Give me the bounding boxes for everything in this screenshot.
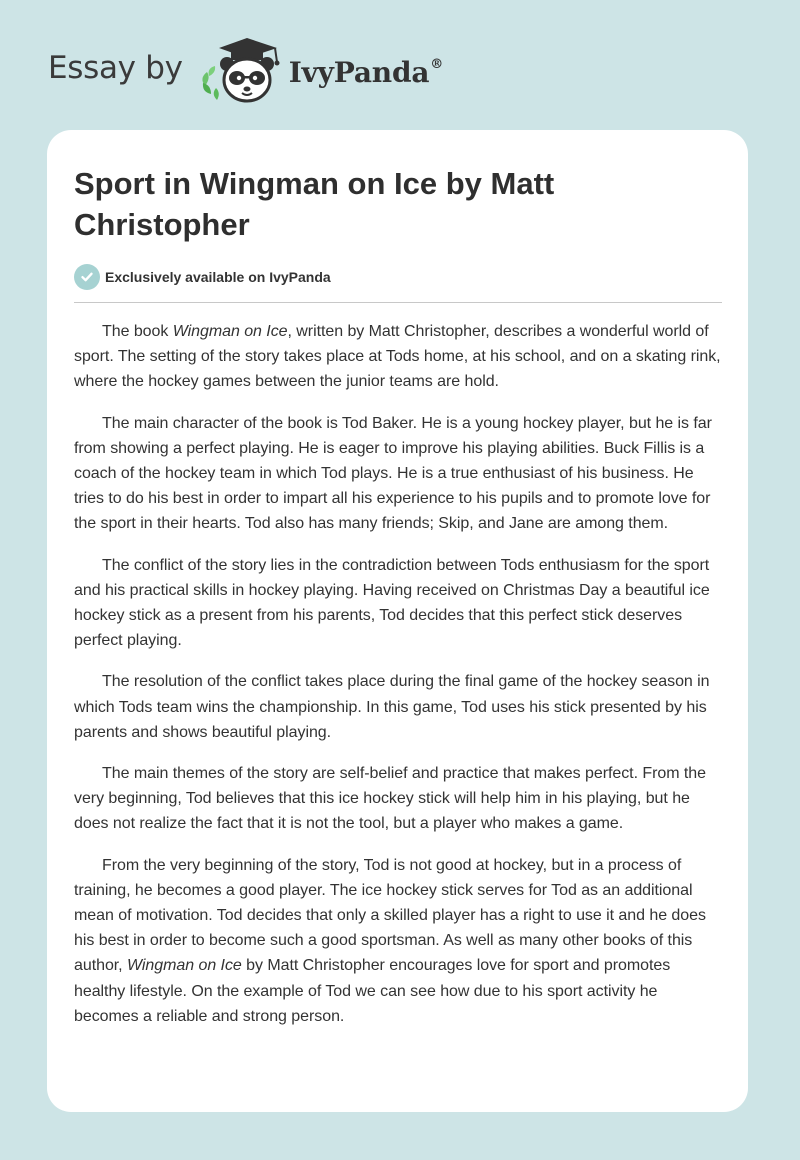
book-title-italic: Wingman on Ice [172,323,288,340]
paragraph-1 [74,319,724,395]
paragraph-1-text-b: , written by Matt Christopher, describes a wonderful world of sport. The setting of the story takes place at Tods home, at his school, and on a skating rink, where the hockey games between the junior teams are hold. [74,323,721,391]
paragraph-6-text-a: From the very beginning of the story, Tod is not good at hockey, but in a process of training, he becomes a good player. The ice hockey stick serves for Tod as an additional mean of motivation. Tod decides that only a skilled player has a right to use it and he does his best in order to become such a good sportsman. As well as many other books of this author, [74,856,706,975]
paragraph-2: The main character of the book is Tod Baker. He is a young hockey player, but he is far from showing a perfect playing. He is eager to improve his playing abilities. Buck Fillis is a coach of the hockey team in which Tod plays. He is a true enthusiast of his business. He tries to do his best in order to impart all his experience to his pupils and to promote love for the sport in their hearts. Tod also has many friends; Skip, and Jane are among them. [74,414,712,533]
essay-body [74,319,724,1045]
paragraph-6 [74,853,724,1029]
exclusive-badge [74,264,331,290]
checkmark-icon [74,264,100,290]
badge-label: Exclusively available on IvyPanda [105,269,331,285]
essay-card [47,130,748,1112]
page-title: Sport in Wingman on Ice by Matt Christopher [74,166,555,242]
brand-name[interactable] [289,56,443,89]
paragraph-5: The main themes of the story are self-belief and practice that makes perfect. From the very beginning, Tod believes that this ice hockey stick will help him in his playing, but he does not realize the fact that it is not the tool, but a player who makes a game. [74,765,706,833]
book-title-italic: Wingman on Ice [126,957,242,975]
paragraph-3: The conflict of the story lies in the contradiction between Tods enthusiasm for the sport and his practical skills in hockey playing. Having received on Christmas Day a beautiful ice hockey stick as a present from his parents, Tod decides that this perfect stick deserves perfect playing. [74,556,710,650]
paragraph-1-text-a: The book [102,323,173,340]
paragraph-6-text-b: by Matt Christopher encourages love for sport and promotes healthy lifestyle. On the example of Tod we can see how due to his sport activity he becomes a reliable and strong person. [74,957,671,1025]
paragraph-4: The resolution of the conflict takes place during the final game of the hockey season in which Tods team wins the championship. In this game, Tod uses his stick presented by his parents and shows beautiful playing. [74,673,710,741]
site-header [48,36,548,108]
ivypanda-logo-icon[interactable] [197,34,285,106]
brand-text: IvyPanda [288,55,430,89]
registered-mark: ® [430,56,444,72]
divider [74,302,722,303]
essay-by-label: Essay by [48,50,183,86]
